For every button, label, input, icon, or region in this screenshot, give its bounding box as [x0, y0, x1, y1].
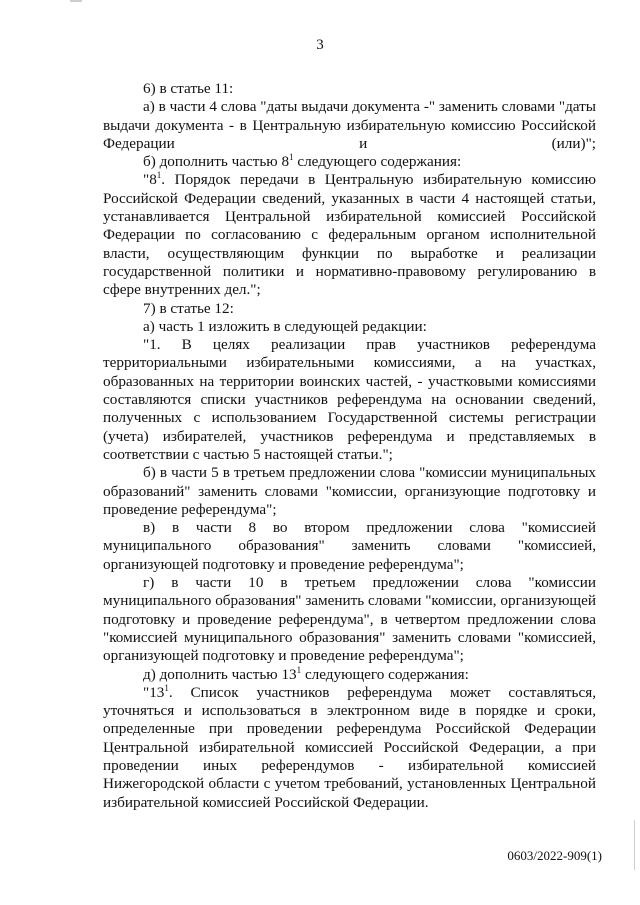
paragraph: а) в части 4 слова "даты выдачи документа -" заменить словами "даты выдачи документа - в Центральную избирательную комиссию Российской Федерации и (или)";: [103, 98, 596, 152]
paragraph: в) в части 8 во втором предложении слова "комиссией муниципального образования" заменить словами "комиссией, организующей подготовку и проведение референдума";: [103, 519, 596, 573]
paragraph: б) дополнить частью $8^1$ следующего содержания:: [143, 152, 462, 171]
paragraph: д) дополнить частью $13^1$ следующего содержания:: [143, 664, 469, 683]
paragraph: 7) в статье 12:: [143, 299, 234, 317]
paragraph: "1. В целях реализации прав участников референдума территориальными избирательными комиссиями, а на участках, образованных на территории воинских частей, - участковыми комиссиями составляются списки участников референдума на основании сведений, полученных с использованием Государственной системы регистрации (учета) избирателей, участников референдума и представляемых в соответствии с частью 5 настоящей статьи.";: [103, 336, 596, 463]
paragraph: "$13^1$. Список участников референдума может составляться, уточняться и использоваться в электронном виде в порядке и сроки, определенные при проведении референдума Российской Федерации Центральной избирательной комиссией Российской Федерации, а при проведении иных референдумов - избирательной комиссией Нижегородской области с учетом требований, установленных Центральной избирательной комиссией Российской Федерации.: [103, 682, 596, 811]
document-code: 0603/2022-909(1): [507, 848, 602, 863]
paragraph: "$8^1$. Порядок передачи в Центральную избирательную комиссию Российской Федерации сведений, указанных в части 4 настоящей статьи, устанавливается Центральной избирательной комиссией Российской Федерации по согласованию с федеральным органом исполнительной власти, осуществляющим функции по выработке и реализации государственной политики и нормативно-правовому регулированию в сфере внутренних дел.";: [103, 170, 596, 299]
page-number: 3: [316, 37, 324, 53]
document-body: [103, 80, 596, 812]
paragraph: г) в части 10 в третьем предложении слова "комиссии муниципального образования" заменить словами "комиссии, организующей подготовку и проведение референдума", в четвертом предложении слова "комиссией муниципального образования" заменить словами "комиссией, организующей подготовку и проведение референдума";: [103, 574, 596, 665]
paragraph: а) часть 1 изложить в следующей редакции:: [143, 317, 427, 335]
paragraph: 6) в статье 11:: [143, 80, 234, 97]
scan-mark-edge: [634, 820, 635, 870]
paragraph: б) в части 5 в третьем предложении слова "комиссии муниципальных образований" заменить словами "комиссии, организующие подготовку и проведение референдума";: [103, 464, 596, 518]
scan-mark-top: [70, 0, 82, 2]
